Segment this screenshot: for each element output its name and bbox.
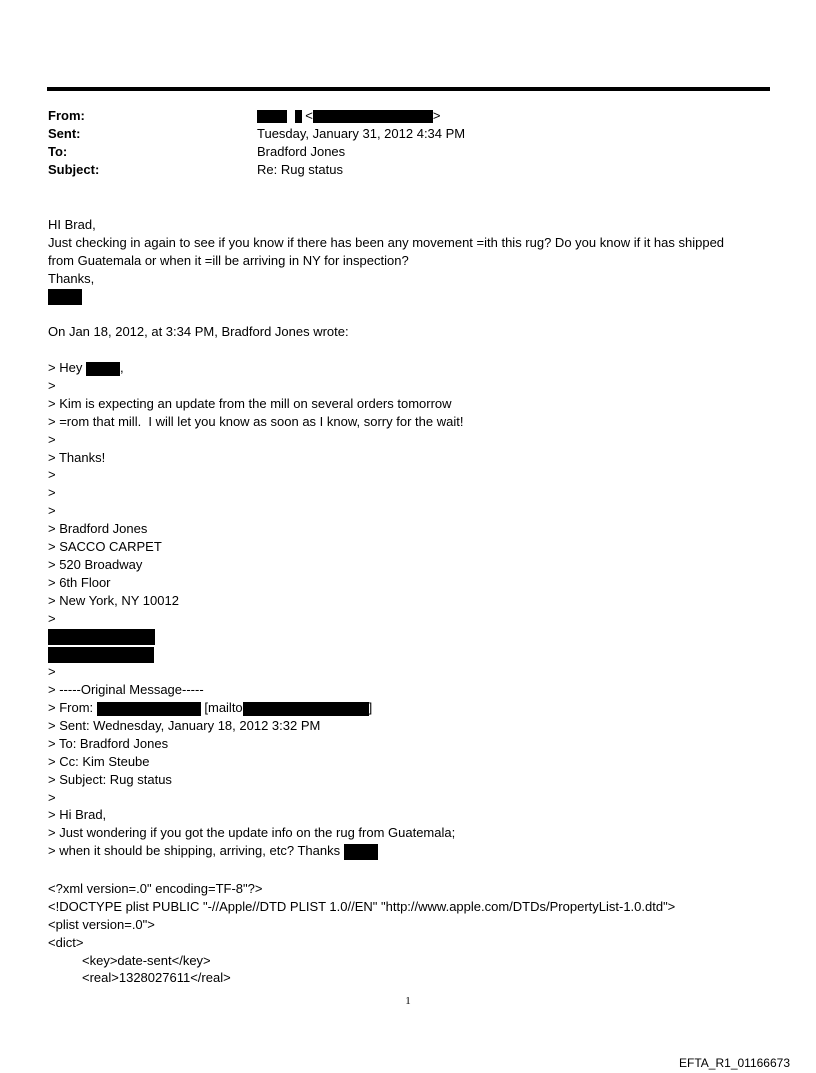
sent-value: Tuesday, January 31, 2012 4:34 PM [257, 126, 466, 141]
sign-off: Thanks, [48, 270, 95, 286]
xml-line: <key>date-sent</key> [82, 952, 211, 968]
sent-label: Sent: [48, 126, 81, 141]
redaction [313, 110, 433, 123]
page-number: 1 [405, 995, 411, 1007]
quote-line: > [48, 467, 56, 483]
quote-line [48, 842, 778, 860]
redaction [97, 702, 201, 716]
original-sent: > Sent: Wednesday, January 18, 2012 3:32 PM [48, 717, 321, 733]
greeting: HI Brad, [48, 217, 96, 232]
signature-line: > 520 Broadway [48, 556, 143, 572]
sent-row [48, 125, 768, 143]
orig-mailto: [mailto [200, 700, 243, 716]
redaction [344, 844, 378, 860]
original-to: > To: Bradford Jones [48, 735, 169, 751]
wonder-text: > when it should be shipping, arriving, etc? Thanks [48, 843, 344, 859]
redaction [48, 289, 82, 305]
subject-value: Re: Rug status [257, 162, 343, 177]
to-label: To: [48, 144, 68, 159]
original-separator: > -----Original Message----- [48, 682, 204, 698]
xml-line: <?xml version=.0" encoding=TF-8"?> [48, 881, 263, 896]
xml-line: <real>1328027611</real> [82, 970, 231, 986]
quote-line: > [48, 485, 56, 501]
quote-line: > [48, 610, 56, 626]
from-label: From: [48, 108, 85, 123]
from-value [257, 107, 768, 125]
quote-line: > =rom that mill. I will let you know as soon as I know, sorry for the wait! [48, 413, 464, 429]
redaction [86, 362, 120, 376]
redaction [243, 702, 369, 716]
message-line: from Guatemala or when it =ill be arriving in NY for inspection? [48, 252, 409, 268]
signature-line: > Bradford Jones [48, 521, 148, 537]
quote-line: > [48, 378, 56, 394]
original-from [48, 699, 778, 717]
from-lt: < [305, 108, 313, 123]
quote-line: > Hi Brad, [48, 807, 107, 823]
quote-line [48, 359, 778, 377]
redacted-line [48, 645, 778, 663]
quote-line: > [48, 664, 56, 680]
hey-suffix: , [119, 360, 124, 376]
redacted-line [48, 627, 778, 645]
redaction [48, 629, 155, 645]
email-header [48, 107, 768, 179]
subject-label: Subject: [48, 162, 100, 177]
redaction [257, 110, 287, 123]
signature-line: > 6th Floor [48, 574, 111, 590]
header-rule [47, 87, 770, 91]
quote-line: > [48, 789, 56, 805]
quote-line: > [48, 503, 56, 519]
quote-line: > Kim is expecting an update from the mill on several orders tomorrow [48, 395, 452, 411]
hey-prefix: > Hey [48, 360, 86, 376]
quote-line: > Just wondering if you got the update info on the rug from Guatemala; [48, 825, 456, 841]
original-cc: > Cc: Kim Steube [48, 753, 150, 769]
email-body [48, 216, 778, 860]
original-subject: > Subject: Rug status [48, 771, 172, 787]
message-line: Just checking in again to see if you know if there has been any movement =ith this rug? Do you know if it has shipped [48, 234, 725, 250]
from-gt: > [432, 108, 441, 123]
quote-line: > Thanks! [48, 449, 106, 465]
redaction [295, 110, 302, 123]
subject-row [48, 161, 768, 179]
xml-block [48, 880, 788, 987]
signature-line: > New York, NY 10012 [48, 592, 179, 608]
xml-line: <plist version=.0"> [48, 916, 155, 932]
xml-line: <dict> [48, 934, 84, 950]
signature-line: > SACCO CARPET [48, 539, 162, 555]
redaction [48, 647, 154, 663]
to-value: Bradford Jones [257, 144, 346, 159]
xml-line: <!DOCTYPE plist PUBLIC "-//Apple//DTD PLIST 1.0//EN" "http://www.apple.com/DTDs/PropertyList-1.0.dtd"> [48, 898, 676, 914]
orig-from-prefix: > From: [48, 700, 97, 716]
from-row [48, 107, 768, 125]
signature-redacted [48, 288, 778, 306]
quote-line: > [48, 431, 56, 447]
to-row [48, 143, 768, 161]
document-id: EFTA_R1_01166673 [679, 1056, 790, 1070]
orig-close: ] [368, 700, 373, 716]
quote-intro: On Jan 18, 2012, at 3:34 PM, Bradford Jones wrote: [48, 324, 349, 340]
